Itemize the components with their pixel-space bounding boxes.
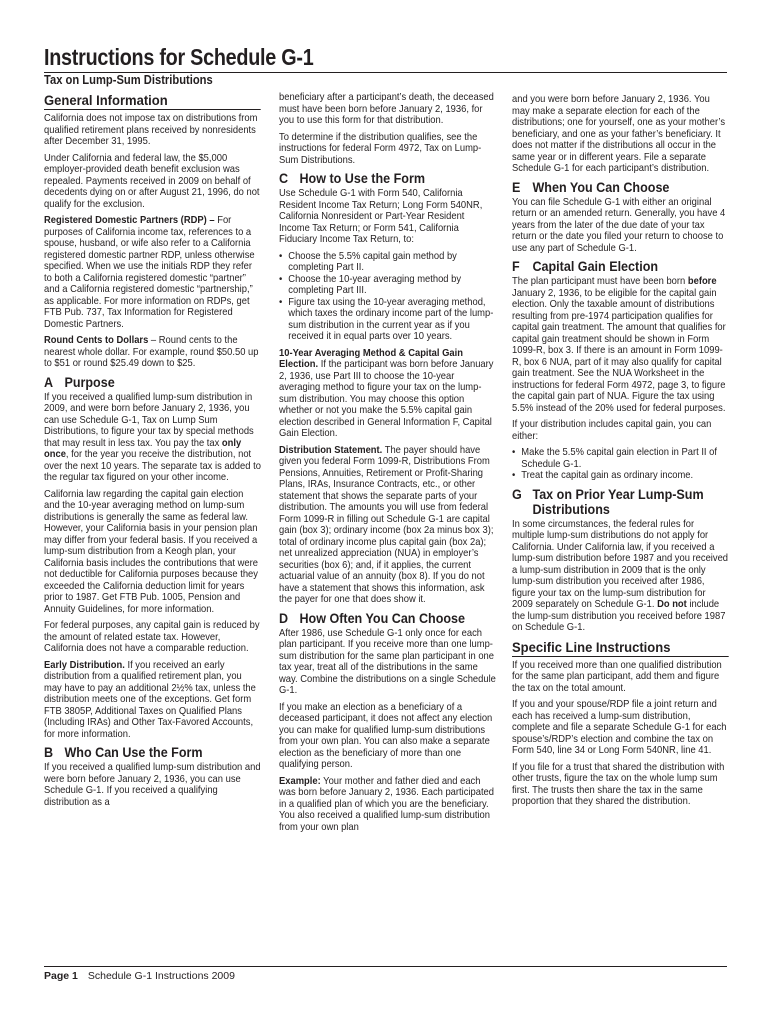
paragraph: To determine if the distribution qualifies, see the instructions for federal Form 4972, Tax on Lump-Sum Distributions. xyxy=(279,131,482,166)
emphasis: only once xyxy=(44,437,242,460)
section-g-heading xyxy=(512,487,729,517)
paragraph-rdp xyxy=(44,215,261,330)
paragraph-text: If you received an early distribution from a qualified retirement plan, you may have to pay an additional 2½% tax, unless the distribution meets one of the exceptions. Get form FTB 3805P, Additional Taxes on Qualified Plans (Including IRAs) and Other Tax-Favored Accounts, for more information. xyxy=(44,659,256,740)
paragraph: Under California and federal law, the $5,000 employer-provided death benefit exclusion was repealed. Payments received in 2009 on behalf of decedents dying on or after August 21, 1996, do not qualify for the exclusion. xyxy=(44,152,260,210)
list-item: • Choose the 5.5% capital gain method by completing Part II. xyxy=(279,251,496,274)
list-item: • Treat the capital gain as ordinary income. xyxy=(512,470,729,482)
section-title: How to Use the Form xyxy=(299,171,426,186)
paragraph xyxy=(512,519,729,634)
paragraph-text: The payer should have given you federal Form 1099-R, Distributions From Pensions, Annuities, Retirement or Profit-Sharing Plans, IRAs, Insurance Contracts, etc., or other statement that shows the separate parts of your distribution. The amounts you will use from federal Form 1099-R in filling out Schedule G-1 are capital gain (box 3); ordinary income (box 2a minus box 3); total of ordinary income plus capital gain (box 2a); net unrealized appreciation (NUA) in employer’s securities (box 6); and, if it applies, the current actuarial value of an annuity (box 8). If you do not have a statement that shows this information, ask the payer for one that does show it. xyxy=(279,444,494,605)
paragraph-distribution-statement xyxy=(279,445,496,606)
paragraph: California does not impose tax on distributions from qualified retirement plans received by nonresidents after December 31, 1995. xyxy=(44,113,258,147)
inline-heading: Example: xyxy=(279,775,321,787)
section-title: How Often You Can Choose xyxy=(299,610,466,626)
paragraph: and you were born before January 2, 1936. You may make a separate election for each of the distributions; one for yourself, one as your mother’s beneficiary, and one as your father’s beneficiary. It does not matter if the distributions all occur in the same year or in different years. File a separate Schedule G-1 for each participant’s distribution. xyxy=(512,94,726,174)
paragraph-text: January 2, 1936, to be eligible for the capital gain election. Only the taxable amount of distributions resulting from pre-1974 participation qualifies for capital gain treatment. The amount that qualifies for capital gain treatment should be shown in Form 1099-R, box 3. If there is an amount in Form 1099-R, box 6 NUA, part of it may also qualify for capital gain treatment. See the NUA Worksheet in the instructions for federal Form 4972, page 3, to figure the capital gain part of NUA. Figure the tax using 5.5% instead of the 20% used for federal purposes. xyxy=(512,287,726,414)
paragraph: For federal purposes, any capital gain is reduced by the amount of related estate tax. However, California does not have a comparable reduction. xyxy=(44,620,260,654)
section-letter: A xyxy=(44,374,54,390)
paragraph-text: For purposes of California income tax, references to a spouse, husband, or wife also refer to a California registered domestic partner RDP, unless otherwise specified. When we use the initials RDP they refer to both a California registered domestic “partner” and a California registered domestic “partnership,” as applicable. For more information on RDPs, get FTB Pub. 737, Tax Information for Registered Domestic Partners. xyxy=(44,215,255,330)
paragraph: California law regarding the capital gain election and the 10-year averaging method on lump-sum distributions is generally the same as federal law. However, your California basis in your pension plan may differ from your federal basis. If you received a lump-sum distribution from a Keogh plan, your California basis includes the contributions that were not deductible for California purposes because they exceeded the California deduction limit for years prior to 1987. Get FTB Pub. 1005, Pension and Annuity Guidelines, for more information. xyxy=(44,488,258,615)
inline-heading: Registered Domestic Partners (RDP) – xyxy=(44,215,215,226)
paragraph: If you received more than one qualified distribution for the same plan participant, add them and figure the tax on the total amount. xyxy=(512,659,722,694)
bullet-list xyxy=(279,251,496,343)
section-letter: F xyxy=(512,259,520,274)
page-title: Instructions for Schedule G-1 xyxy=(44,44,314,70)
emphasis: Do not xyxy=(657,599,687,610)
section-title: Tax on Prior Year Lump-Sum Distributions xyxy=(532,486,704,517)
column-3 xyxy=(512,94,729,813)
paragraph-round xyxy=(44,335,261,370)
section-e-heading xyxy=(512,180,729,195)
general-information-heading: General Information xyxy=(44,92,261,110)
section-f-heading xyxy=(512,259,729,274)
paragraph: Use Schedule G-1 with Form 540, California Resident Income Tax Return; Long Form 540NR, California Nonresident or Part-Year Resident Income Tax Return; or Form 541, California Fiduciary Income Tax Return, to: xyxy=(279,188,483,245)
page-subtitle: Tax on Lump-Sum Distributions xyxy=(44,72,213,87)
bullet-list xyxy=(512,447,729,482)
section-letter: E xyxy=(512,179,521,195)
section-c-heading xyxy=(279,171,496,186)
paragraph-text: include the lump-sum distribution you received before 1987 on Schedule G-1. xyxy=(512,599,726,633)
section-letter: B xyxy=(44,745,54,760)
section-letter: G xyxy=(512,486,522,502)
list-item: • Make the 5.5% capital gain election in Part II of Schedule G-1. xyxy=(512,447,729,470)
inline-heading: Round Cents to Dollars xyxy=(44,335,149,346)
footer-document-label: Schedule G-1 Instructions 2009 xyxy=(87,970,235,982)
paragraph-example xyxy=(279,776,496,834)
section-title: Capital Gain Election xyxy=(532,259,659,274)
paragraph-text: If you received a qualified lump-sum distribution in 2009, and were born before January 2, 1936, you can use Schedule G-1, Tax on Lump Sum Distributions, to figure your tax by special methods that may result in less tax. You pay the tax xyxy=(44,391,254,449)
column-2 xyxy=(279,92,496,838)
paragraph-text: Your mother and father died and each was born before January 2, 1936. Each participated in a qualified plan of which you are the beneficiary. You also received a qualified lump-sum distribution from your own plan xyxy=(279,775,495,833)
section-b-heading xyxy=(44,745,261,760)
paragraph: If your distribution includes capital gain, you can either: xyxy=(512,419,712,442)
paragraph: beneficiary after a participant’s death, the deceased must have been born before January 2, 1936, for you to use this form for that distribution. xyxy=(279,92,494,126)
paragraph: If you received a qualified lump-sum distribution and were born before January 2, 1936, you can use Schedule G-1. If you received a qualifying distribution as a xyxy=(44,762,261,808)
paragraph xyxy=(44,392,261,484)
paragraph-text: If the participant was born before January 2, 1936, use Part III to choose the 10-year averaging method to figure your tax on the lump-sum distribution. You may choose this option whether or not you make the 5.5% capital gain election described in General Information F, Capital Gain Election. xyxy=(279,359,494,439)
section-title: Who Can Use the Form xyxy=(64,745,203,760)
paragraph: You can file Schedule G-1 with either an original return or an amended return. Generally, you have 4 years from the later of the due date of your tax return or the date you filed your return to choose to use any part of Schedule G-1. xyxy=(512,196,726,254)
paragraph: If you file for a trust that shared the distribution with other trusts, figure the tax on the whole lump sum first. The trusts then share the tax in the same proportion that they shared the distribution. xyxy=(512,761,725,807)
column-1 xyxy=(44,92,261,813)
section-title: When You Can Choose xyxy=(532,179,670,195)
paragraph: If you make an election as a beneficiary of a deceased participant, it does not affect any election you can make for qualified lump-sum distributions from your own plan. You can also make a separate election as the beneficiary of more than one qualifying person. xyxy=(279,701,493,770)
paragraph: After 1986, use Schedule G-1 only once for each plan participant. If you receive more than one lump-sum distribution for the same plan participant in one tax year, treat all of the distributions in the same way. Combine the distributions on a single Schedule G-1. xyxy=(279,627,496,696)
paragraph-averaging xyxy=(279,348,496,440)
page-number: Page 1 xyxy=(44,970,78,982)
inline-heading: 10-Year Averaging Method & Capital Gain Election. xyxy=(279,347,463,370)
page-footer xyxy=(44,966,727,982)
inline-heading: Distribution Statement. xyxy=(279,444,383,456)
paragraph xyxy=(512,276,729,414)
paragraph-early xyxy=(44,660,261,741)
section-letter: D xyxy=(279,610,289,626)
specific-line-instructions-heading: Specific Line Instructions xyxy=(512,639,729,657)
paragraph-text: The plan participant must have been born xyxy=(512,276,688,287)
paragraph: If you and your spouse/RDP file a joint return and each has received a lump-sum distribution, complete and file a separate Schedule G-1 for each spouse’s/RDP’s election and combine the tax on Form 540, line 34 or Long Form 540NR, line 41. xyxy=(512,699,727,756)
section-letter: C xyxy=(279,171,289,186)
section-d-heading xyxy=(279,611,496,626)
list-item: • Figure tax using the 10-year averaging method, which taxes the ordinary income part of the lump-sum distribution in the current year as if you received it in equal parts over 10 years. xyxy=(279,297,496,343)
paragraph-text: , for the year you receive the distribution, not over the next 10 years. The separate tax is added to the regular tax figured on your other income. xyxy=(44,449,261,483)
section-title: Purpose xyxy=(64,374,115,390)
inline-heading: Early Distribution. xyxy=(44,659,125,671)
emphasis: before xyxy=(687,276,717,287)
section-a-heading xyxy=(44,375,261,390)
list-item: • Choose the 10-year averaging method by completing Part III. xyxy=(279,274,496,297)
paragraph-text: In some circumstances, the federal rules for multiple lump-sum distributions do not apply for California. Under California law, if you received a lump-sum distribution before 1987 and you received a lump-sum distribution in 2009 that is the only lump-sum distribution you received after 1986, figure your tax on the lump-sum distribution for 2009 separately on Schedule G-1. xyxy=(512,518,729,610)
paragraph-text: – Round cents to the nearest whole dollar. For example, round $50.50 up to $51 or round $25.49 down to $25. xyxy=(44,335,259,369)
